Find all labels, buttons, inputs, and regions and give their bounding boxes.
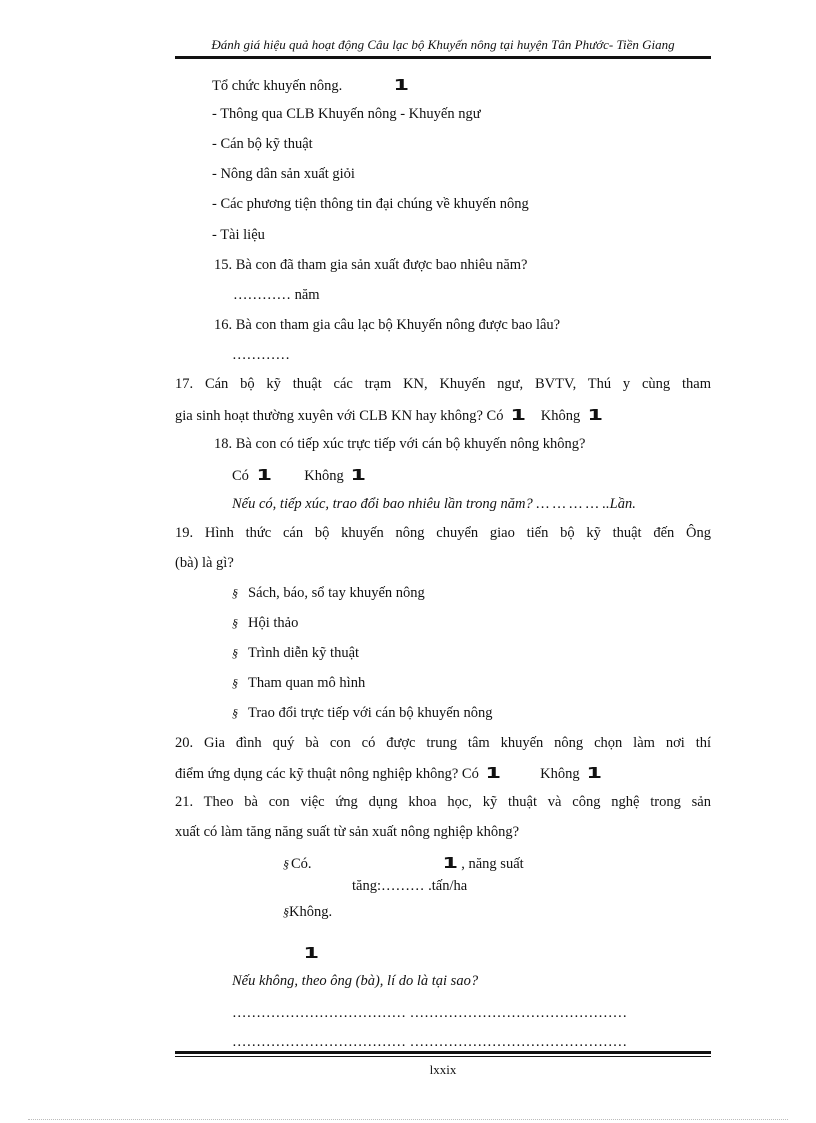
checkbox-icon[interactable]: 1 [350,466,367,484]
answer-16[interactable]: ………… [232,347,290,363]
checkbox-icon[interactable]: 1 [392,76,409,94]
question-21-followup: Nếu không, theo ông (bà), lí do là tại sao? [232,973,479,989]
option-label: Tham quan mô hình [248,675,366,691]
option-item[interactable] [232,645,359,662]
check-bullet-icon: § [232,586,238,600]
check-bullet-icon: § [232,706,238,720]
page-number: lxxix [429,1062,457,1077]
question-18-choices [232,466,370,485]
yes-label: Có [232,468,249,484]
org-option: - Các phương tiện thông tin đại chúng về khuyến nông [212,196,529,212]
answer-15[interactable]: ………… năm [233,287,320,303]
footer-rule [175,1051,711,1054]
check-bullet-icon: § [232,676,238,690]
question-18: 18. Bà con có tiếp xúc trực tiếp với cán bộ khuyến nông không? [214,436,586,452]
question-17-line2: gia sinh hoạt thường xuyên với CLB KN hay không? Có [175,408,504,424]
no-label: Không [304,468,344,484]
checkbox-icon[interactable]: 1 [586,764,603,782]
question-19-line1: 19. Hình thức cán bộ khuyến nông chuyển giao tiến bộ kỹ thuật đến Ông [175,525,711,541]
question-20-line2-row [175,764,606,783]
checkbox-icon[interactable]: 1 [587,406,603,424]
question-17-line1: 17. Cán bộ kỹ thuật các trạm KN, Khuyến ngư, BVTV, Thú y cùng tham [175,376,711,392]
q21-no-row[interactable] [283,904,332,921]
option-item[interactable] [232,675,365,692]
option-item[interactable] [232,705,493,722]
check-bullet-icon: § [283,905,289,919]
yes-label: Có. [291,856,312,872]
no-label: Không [540,766,580,782]
option-item[interactable] [232,615,298,632]
question-20-line1: 20. Gia đình quý bà con có được trung tâm khuyến nông chọn làm nơi thí [175,735,711,751]
option-label: Hội thảo [248,615,299,631]
option-label: Trình diễn kỹ thuật [248,645,360,661]
no-label: Không [540,408,581,424]
checkbox-icon[interactable]: 1 [255,466,272,484]
page-header-title: Đánh giá hiệu quả hoạt động Câu lạc bộ Khuyến nông tại huyện Tân Phước- Tiền Giang [211,37,675,52]
question-20-line2: điểm ứng dụng các kỹ thuật nông nghiệp không? Có [175,766,479,782]
checkbox-icon[interactable]: 1 [485,764,502,782]
option-label: Sách, báo, sổ tay khuyến nông [248,585,425,601]
question-21-line1: 21. Theo bà con việc ứng dụng khoa học, kỹ thuật và công nghệ trong sản [175,794,711,810]
question-18-followup: Nếu có, tiếp xúc, trao đổi bao nhiêu lần trong năm? … … … … ..Lần. [232,496,636,512]
yes-suffix: , năng suất [461,856,524,872]
option-item[interactable] [232,585,425,602]
check-bullet-icon: § [283,857,289,871]
header-rule [175,56,711,59]
q21-no-row-box [300,944,322,963]
page-bottom-border [28,1119,788,1120]
check-bullet-icon: § [232,646,238,660]
question-16: 16. Bà con tham gia câu lạc bộ Khuyến nông được bao lâu? [214,317,561,333]
org-label: Tổ chức khuyến nông. [212,78,343,94]
question-17-line2-row [175,406,606,425]
answer-dots-line[interactable]: ……………………………… ……………………………………… [232,1034,628,1050]
org-option: - Tài liệu [212,227,265,243]
org-option: - Thông qua CLB Khuyến nông - Khuyến ngư [212,106,481,122]
q21-yes-row[interactable] [283,854,524,873]
org-label-row [212,76,412,95]
question-21-line2: xuất có làm tăng năng suất từ sản xuất nông nghiệp không? [175,824,520,840]
option-label: Trao đổi trực tiếp với cán bộ khuyến nông [248,705,493,721]
checkbox-icon[interactable]: 1 [442,854,458,872]
org-option: - Nông dân sản xuất giỏi [212,166,355,182]
question-19-line2: (bà) là gì? [175,555,234,571]
q21-increase[interactable]: tăng:……… .tấn/ha [352,878,468,894]
checkbox-icon[interactable]: 1 [303,944,320,962]
org-option: - Cán bộ kỹ thuật [212,136,313,152]
no-label: Không. [289,904,333,920]
checkbox-icon[interactable]: 1 [510,406,527,424]
question-15: 15. Bà con đã tham gia sản xuất được bao nhiêu năm? [214,257,528,273]
check-bullet-icon: § [232,616,238,630]
footer-rule-thin [175,1056,711,1057]
answer-dots-line[interactable]: ……………………………… ……………………………………… [232,1005,628,1021]
